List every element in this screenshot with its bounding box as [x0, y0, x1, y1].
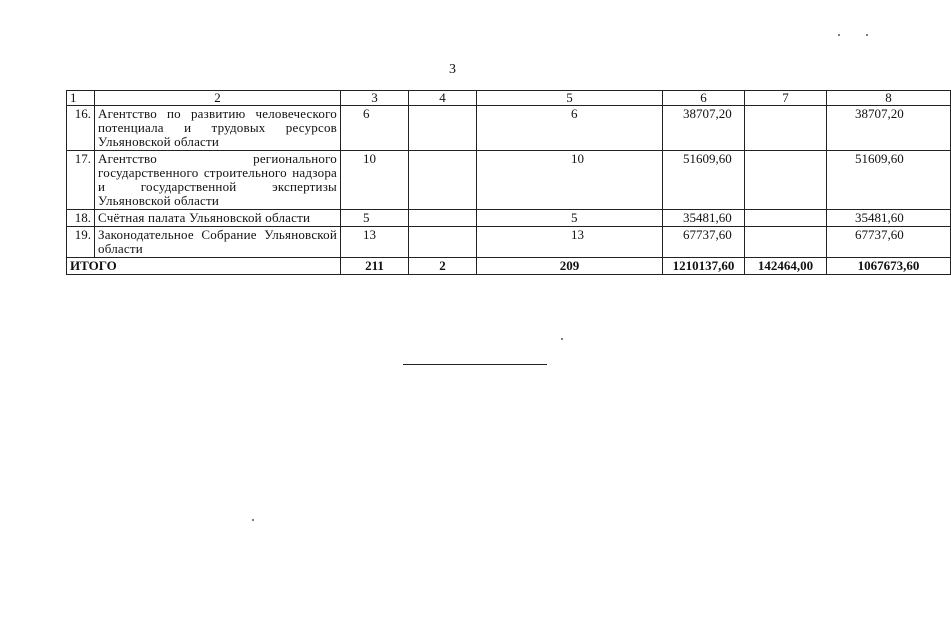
total-col6: 1210137,60: [663, 258, 745, 275]
cell-col6: 38707,20: [663, 106, 745, 151]
table-row: [67, 151, 951, 210]
header-cell: 4: [409, 91, 477, 106]
scan-speck: [561, 338, 563, 340]
cell-col6: 51609,60: [663, 151, 745, 210]
cell-col4: [409, 210, 477, 227]
cell-col4: [409, 106, 477, 151]
cell-col8: 35481,60: [827, 210, 951, 227]
cell-col8: 38707,20: [827, 106, 951, 151]
header-cell: 8: [827, 91, 951, 106]
cell-col8: 67737,60: [827, 227, 951, 258]
cell-col5: 6: [477, 106, 663, 151]
cell-col5: 5: [477, 210, 663, 227]
cell-col5: 13: [477, 227, 663, 258]
row-number: 17.: [67, 151, 95, 210]
cell-col4: [409, 151, 477, 210]
cell-col6: 35481,60: [663, 210, 745, 227]
total-col4: 2: [409, 258, 477, 275]
cell-col8: 51609,60: [827, 151, 951, 210]
header-cell: 6: [663, 91, 745, 106]
staff-table: [66, 90, 951, 275]
table-row: [67, 210, 951, 227]
cell-col4: [409, 227, 477, 258]
total-row: [67, 258, 951, 275]
row-number: 19.: [67, 227, 95, 258]
cell-col3: 5: [341, 210, 409, 227]
cell-col7: [745, 227, 827, 258]
table-row: [67, 106, 951, 151]
agency-name: Агентство регионального государственного строительного надзора и государственной экспертизы Ульяновской области: [95, 151, 341, 210]
row-number: 16.: [67, 106, 95, 151]
page-number: 3: [449, 62, 456, 77]
agency-name: Законодательное Собрание Ульяновской области: [95, 227, 341, 258]
cell-col5: 10: [477, 151, 663, 210]
agency-name: Счётная палата Ульяновской области: [95, 210, 341, 227]
table-header-row: [67, 91, 951, 106]
total-col3: 211: [341, 258, 409, 275]
scan-speck: [252, 519, 254, 521]
closing-rule-divider: [403, 364, 547, 365]
total-col8: 1067673,60: [827, 258, 951, 275]
cell-col7: [745, 106, 827, 151]
table-row: [67, 227, 951, 258]
cell-col3: 13: [341, 227, 409, 258]
header-cell: 1: [67, 91, 95, 106]
total-col7: 142464,00: [745, 258, 827, 275]
total-label: ИТОГО: [67, 258, 341, 275]
scan-speck: [866, 34, 868, 36]
cell-col3: 6: [341, 106, 409, 151]
header-cell: 5: [477, 91, 663, 106]
agency-name: Агентство по развитию человеческого потенциала и трудовых ресурсов Ульяновской области: [95, 106, 341, 151]
cell-col7: [745, 210, 827, 227]
cell-col6: 67737,60: [663, 227, 745, 258]
scan-speck: [838, 34, 840, 36]
total-col5: 209: [477, 258, 663, 275]
header-cell: 3: [341, 91, 409, 106]
cell-col3: 10: [341, 151, 409, 210]
header-cell: 2: [95, 91, 341, 106]
cell-col7: [745, 151, 827, 210]
row-number: 18.: [67, 210, 95, 227]
header-cell: 7: [745, 91, 827, 106]
